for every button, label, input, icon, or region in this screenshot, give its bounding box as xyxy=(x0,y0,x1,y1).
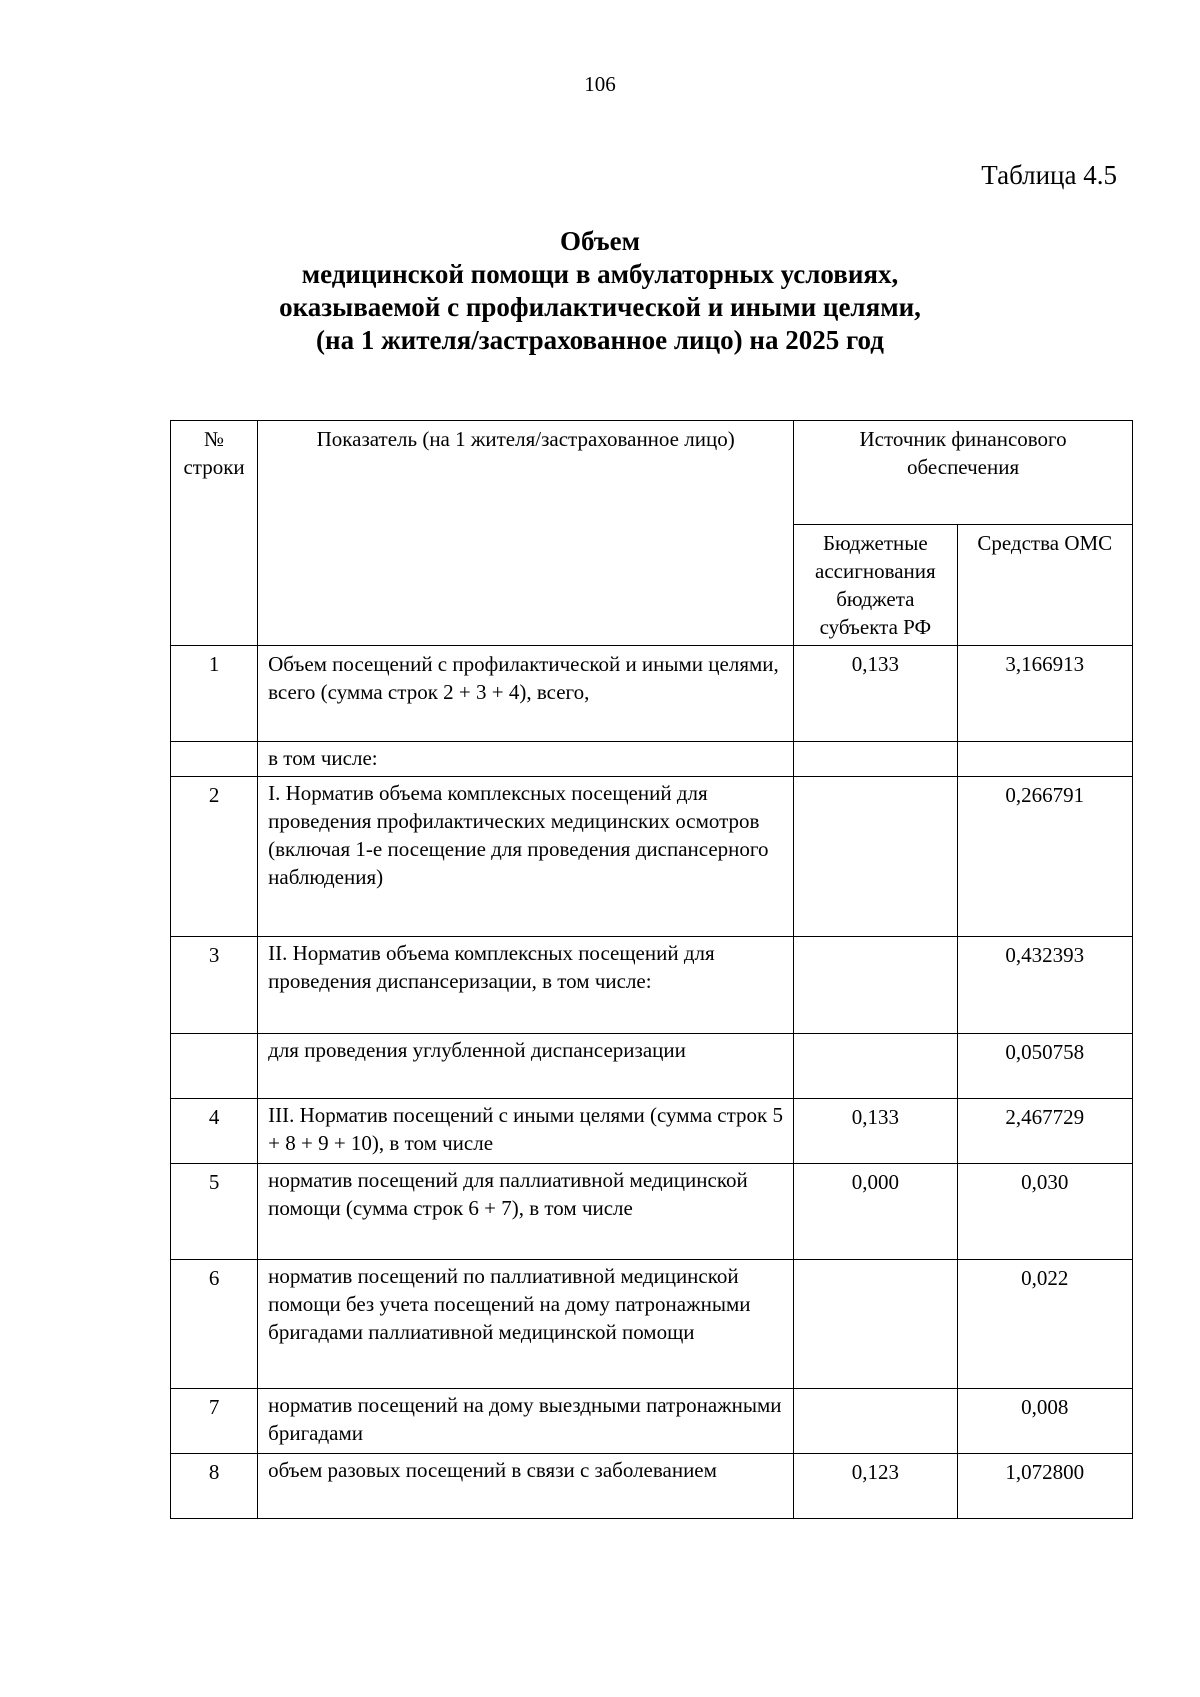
row-indicator: II. Норматив объема комплексных посещений для проведения диспансеризации, в том числе: xyxy=(258,937,794,1034)
row-number: 1 xyxy=(171,646,258,742)
title-line: (на 1 жителя/застрахованное лицо) на 2025 год xyxy=(316,325,884,355)
row-number: 8 xyxy=(171,1454,258,1519)
row-indicator: норматив посещений на дому выездными патронажными бригадами xyxy=(258,1389,794,1454)
document-title xyxy=(0,225,1200,357)
row-indicator: III. Норматив посещений с иными целями (сумма строк 5 + 8 + 9 + 10), в том числе xyxy=(258,1099,794,1164)
table-row xyxy=(171,1099,1133,1164)
row-budget-value: 0,000 xyxy=(794,1164,957,1260)
row-budget-value xyxy=(794,1260,957,1389)
row-number: 2 xyxy=(171,777,258,937)
table-row xyxy=(171,1164,1133,1260)
page-number: 106 xyxy=(584,72,616,96)
row-budget-value xyxy=(794,777,957,937)
row-budget-value xyxy=(794,1034,957,1099)
header-indicator: Показатель (на 1 жителя/застрахованное лицо) xyxy=(258,421,794,646)
row-oms-value: 0,030 xyxy=(957,1164,1132,1260)
table-row xyxy=(171,937,1133,1034)
row-number xyxy=(171,1034,258,1099)
title-line: Объем xyxy=(560,226,640,256)
row-indicator: в том числе: xyxy=(258,742,794,777)
row-number: 4 xyxy=(171,1099,258,1164)
volume-table xyxy=(170,420,1133,1519)
row-oms-value: 0,008 xyxy=(957,1389,1132,1454)
row-budget-value: 0,133 xyxy=(794,1099,957,1164)
table-row xyxy=(171,646,1133,742)
row-oms-value: 0,432393 xyxy=(957,937,1132,1034)
row-oms-value: 0,266791 xyxy=(957,777,1132,937)
table-row xyxy=(171,1260,1133,1389)
row-oms-value xyxy=(957,742,1132,777)
row-number: 3 xyxy=(171,937,258,1034)
row-oms-value: 0,022 xyxy=(957,1260,1132,1389)
row-indicator: для проведения углубленной диспансеризации xyxy=(258,1034,794,1099)
row-budget-value: 0,123 xyxy=(794,1454,957,1519)
title-line: оказываемой с профилактической и иными целями, xyxy=(279,292,921,322)
row-indicator: I. Норматив объема комплексных посещений для проведения профилактических медицинских осмотров (включая 1-е посещение для проведения диспансерного наблюдения) xyxy=(258,777,794,937)
row-budget-value xyxy=(794,937,957,1034)
title-line: медицинской помощи в амбулаторных условиях, xyxy=(301,259,899,289)
row-indicator: норматив посещений по паллиативной медицинской помощи без учета посещений на дому патронажными бригадами паллиативной медицинской помощи xyxy=(258,1260,794,1389)
row-budget-value xyxy=(794,1389,957,1454)
header-oms: Средства ОМС xyxy=(957,525,1132,646)
table-row xyxy=(171,1454,1133,1519)
row-indicator: норматив посещений для паллиативной медицинской помощи (сумма строк 6 + 7), в том числе xyxy=(258,1164,794,1260)
table-row xyxy=(171,742,1133,777)
row-indicator: объем разовых посещений в связи с заболеванием xyxy=(258,1454,794,1519)
row-indicator: Объем посещений с профилактической и иными целями, всего (сумма строк 2 + 3 + 4), всего, xyxy=(258,646,794,742)
table-label: Таблица 4.5 xyxy=(981,160,1117,190)
row-number xyxy=(171,742,258,777)
row-number: 7 xyxy=(171,1389,258,1454)
row-oms-value: 0,050758 xyxy=(957,1034,1132,1099)
row-oms-value: 3,166913 xyxy=(957,646,1132,742)
table-row xyxy=(171,1389,1133,1454)
row-budget-value: 0,133 xyxy=(794,646,957,742)
table-row xyxy=(171,1034,1133,1099)
header-funding-source: Источник финансового обеспечения xyxy=(794,421,1133,525)
header-row xyxy=(171,421,1133,525)
row-oms-value: 1,072800 xyxy=(957,1454,1132,1519)
row-oms-value: 2,467729 xyxy=(957,1099,1132,1164)
header-budget: Бюджетные ассигнования бюджета субъекта РФ xyxy=(794,525,957,646)
row-number: 5 xyxy=(171,1164,258,1260)
row-number: 6 xyxy=(171,1260,258,1389)
table-row xyxy=(171,777,1133,937)
row-budget-value xyxy=(794,742,957,777)
header-row-number: № строки xyxy=(171,421,258,646)
